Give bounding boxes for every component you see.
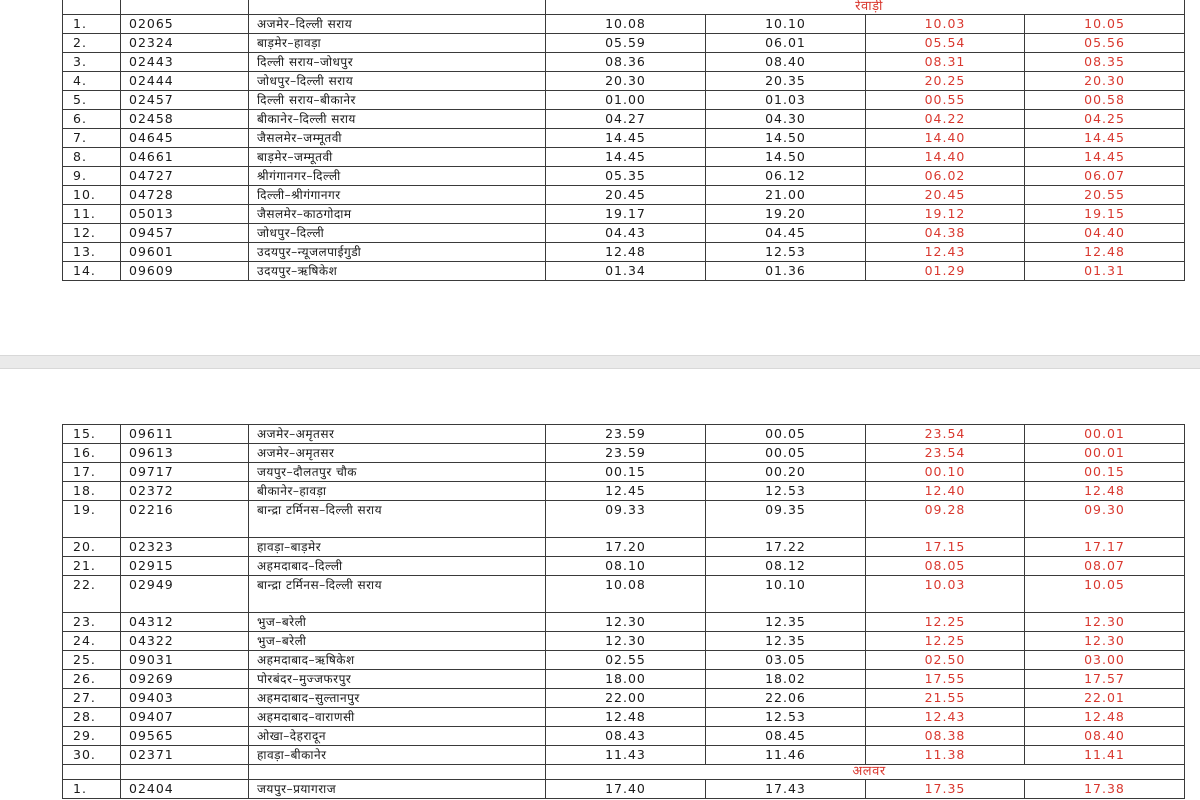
arrival-time: 14.45 xyxy=(546,148,706,167)
revised-departure-time: 03.00 xyxy=(1025,651,1185,670)
train-number: 02443 xyxy=(121,53,249,72)
route-text: उदयपुर–ऋषिकेश xyxy=(257,264,338,278)
table-row xyxy=(63,444,1185,463)
serial-number: 11. xyxy=(63,205,121,224)
route-text: जैसलमेर–काठगोदाम xyxy=(257,207,352,221)
route-text: हावड़ा–बीकानेर xyxy=(257,748,327,762)
revised-arrival-time: 12.40 xyxy=(866,482,1025,501)
revised-arrival-time: 12.25 xyxy=(866,632,1025,651)
train-number: 02949 xyxy=(121,576,249,613)
revised-departure-time: 00.01 xyxy=(1025,444,1185,463)
departure-time: 08.40 xyxy=(706,53,866,72)
serial-number: 14. xyxy=(63,262,121,281)
train-number: 09269 xyxy=(121,670,249,689)
train-route xyxy=(249,148,546,167)
departure-time: 12.53 xyxy=(706,708,866,727)
revised-departure-time: 08.07 xyxy=(1025,557,1185,576)
route-text: बान्द्रा टर्मिनस–दिल्ली सराय xyxy=(257,503,383,517)
arrival-time: 02.55 xyxy=(546,651,706,670)
revised-departure-time: 12.48 xyxy=(1025,708,1185,727)
station-heading-row xyxy=(63,765,1185,780)
table-row xyxy=(63,34,1185,53)
revised-departure-time: 22.01 xyxy=(1025,689,1185,708)
route-text: दिल्ली सराय–बीकानेर xyxy=(257,93,356,107)
serial-number: 8. xyxy=(63,148,121,167)
train-number: 04728 xyxy=(121,186,249,205)
route-text: जयपुर–दौलतपुर चौक xyxy=(257,465,358,479)
train-number: 02323 xyxy=(121,538,249,557)
table-row xyxy=(63,538,1185,557)
blank-cell xyxy=(249,765,546,780)
revised-departure-time: 10.05 xyxy=(1025,15,1185,34)
revised-arrival-time: 21.55 xyxy=(866,689,1025,708)
serial-number: 13. xyxy=(63,243,121,262)
arrival-time: 14.45 xyxy=(546,129,706,148)
route-text: भुज–बरेली xyxy=(257,634,307,648)
table-row xyxy=(63,262,1185,281)
arrival-time: 09.33 xyxy=(546,501,706,538)
revised-arrival-time: 17.15 xyxy=(866,538,1025,557)
serial-number: 1. xyxy=(63,15,121,34)
revised-arrival-time: 08.38 xyxy=(866,727,1025,746)
station-heading-row xyxy=(63,0,1185,15)
table-row xyxy=(63,224,1185,243)
page-divider xyxy=(0,355,1200,369)
revised-arrival-time: 10.03 xyxy=(866,576,1025,613)
train-number: 09611 xyxy=(121,425,249,444)
serial-number: 18. xyxy=(63,482,121,501)
train-route xyxy=(249,746,546,765)
route-text: बीकानेर–दिल्ली सराय xyxy=(257,112,356,126)
arrival-time: 10.08 xyxy=(546,576,706,613)
route-text: अजमेर–अमृतसर xyxy=(257,427,335,441)
revised-departure-time: 06.07 xyxy=(1025,167,1185,186)
departure-time: 01.36 xyxy=(706,262,866,281)
revised-arrival-time: 01.29 xyxy=(866,262,1025,281)
train-number: 04312 xyxy=(121,613,249,632)
table-row xyxy=(63,186,1185,205)
train-number: 04645 xyxy=(121,129,249,148)
revised-departure-time: 04.40 xyxy=(1025,224,1185,243)
revised-departure-time: 10.05 xyxy=(1025,576,1185,613)
arrival-time: 20.30 xyxy=(546,72,706,91)
route-text: बाड़मेर–जम्मूतवी xyxy=(257,150,333,164)
train-route xyxy=(249,34,546,53)
route-text: जैसलमेर–जम्मूतवी xyxy=(257,131,343,145)
serial-number: 10. xyxy=(63,186,121,205)
serial-number: 9. xyxy=(63,167,121,186)
revised-departure-time: 04.25 xyxy=(1025,110,1185,129)
revised-departure-time: 17.57 xyxy=(1025,670,1185,689)
arrival-time: 11.43 xyxy=(546,746,706,765)
timetable-page-bottom xyxy=(0,420,1200,800)
revised-arrival-time: 12.43 xyxy=(866,243,1025,262)
route-text: ओखा–देहरादून xyxy=(257,729,326,743)
revised-departure-time: 01.31 xyxy=(1025,262,1185,281)
table-row xyxy=(63,689,1185,708)
train-route xyxy=(249,670,546,689)
route-text: पोरबंदर–मुज्जफरपुर xyxy=(257,672,352,686)
serial-number: 19. xyxy=(63,501,121,538)
revised-arrival-time: 04.22 xyxy=(866,110,1025,129)
train-route xyxy=(249,243,546,262)
table-row xyxy=(63,780,1185,799)
revised-arrival-time: 19.12 xyxy=(866,205,1025,224)
table-row xyxy=(63,110,1185,129)
train-number: 09609 xyxy=(121,262,249,281)
timetable-table-bottom xyxy=(62,424,1185,799)
arrival-time: 01.34 xyxy=(546,262,706,281)
revised-arrival-time: 14.40 xyxy=(866,129,1025,148)
train-route xyxy=(249,780,546,799)
revised-arrival-time: 17.55 xyxy=(866,670,1025,689)
blank-cell xyxy=(63,0,121,15)
train-number: 09031 xyxy=(121,651,249,670)
revised-arrival-time: 11.38 xyxy=(866,746,1025,765)
revised-departure-time: 08.35 xyxy=(1025,53,1185,72)
arrival-time: 18.00 xyxy=(546,670,706,689)
table-row xyxy=(63,148,1185,167)
serial-number: 23. xyxy=(63,613,121,632)
train-route xyxy=(249,501,546,538)
serial-number: 12. xyxy=(63,224,121,243)
train-route xyxy=(249,129,546,148)
serial-number: 24. xyxy=(63,632,121,651)
train-route xyxy=(249,482,546,501)
arrival-time: 08.36 xyxy=(546,53,706,72)
arrival-time: 19.17 xyxy=(546,205,706,224)
serial-number: 1. xyxy=(63,780,121,799)
serial-number: 4. xyxy=(63,72,121,91)
departure-time: 12.35 xyxy=(706,632,866,651)
arrival-time: 01.00 xyxy=(546,91,706,110)
departure-time: 14.50 xyxy=(706,129,866,148)
train-route xyxy=(249,224,546,243)
departure-time: 00.05 xyxy=(706,425,866,444)
revised-arrival-time: 10.03 xyxy=(866,15,1025,34)
table-row xyxy=(63,482,1185,501)
serial-number: 25. xyxy=(63,651,121,670)
departure-time: 21.00 xyxy=(706,186,866,205)
revised-arrival-time: 12.25 xyxy=(866,613,1025,632)
train-route xyxy=(249,91,546,110)
arrival-time: 08.10 xyxy=(546,557,706,576)
table-row xyxy=(63,425,1185,444)
revised-departure-time: 12.48 xyxy=(1025,243,1185,262)
arrival-time: 04.43 xyxy=(546,224,706,243)
station-heading: रेवाड़ी xyxy=(546,0,1185,15)
train-number: 04727 xyxy=(121,167,249,186)
serial-number: 2. xyxy=(63,34,121,53)
train-number: 09457 xyxy=(121,224,249,243)
arrival-time: 17.40 xyxy=(546,780,706,799)
revised-arrival-time: 23.54 xyxy=(866,425,1025,444)
train-route xyxy=(249,110,546,129)
train-number: 02372 xyxy=(121,482,249,501)
train-number: 02404 xyxy=(121,780,249,799)
table-row xyxy=(63,727,1185,746)
departure-time: 09.35 xyxy=(706,501,866,538)
revised-departure-time: 08.40 xyxy=(1025,727,1185,746)
table-row xyxy=(63,501,1185,538)
arrival-time: 20.45 xyxy=(546,186,706,205)
route-text: अहमदाबाद–दिल्ली xyxy=(257,559,343,573)
train-route xyxy=(249,205,546,224)
revised-departure-time: 14.45 xyxy=(1025,148,1185,167)
train-number: 02457 xyxy=(121,91,249,110)
train-route xyxy=(249,727,546,746)
revised-departure-time: 17.17 xyxy=(1025,538,1185,557)
train-number: 02216 xyxy=(121,501,249,538)
train-route xyxy=(249,576,546,613)
departure-time: 06.12 xyxy=(706,167,866,186)
table-row xyxy=(63,53,1185,72)
train-route xyxy=(249,689,546,708)
revised-arrival-time: 12.43 xyxy=(866,708,1025,727)
table-row xyxy=(63,463,1185,482)
arrival-time: 12.30 xyxy=(546,613,706,632)
serial-number: 21. xyxy=(63,557,121,576)
arrival-time: 04.27 xyxy=(546,110,706,129)
arrival-time: 12.48 xyxy=(546,243,706,262)
train-number: 02324 xyxy=(121,34,249,53)
route-text: दिल्ली सराय–जोधपुर xyxy=(257,55,354,69)
revised-departure-time: 20.55 xyxy=(1025,186,1185,205)
revised-departure-time: 00.15 xyxy=(1025,463,1185,482)
departure-time: 12.53 xyxy=(706,482,866,501)
train-number: 09403 xyxy=(121,689,249,708)
arrival-time: 10.08 xyxy=(546,15,706,34)
revised-departure-time: 11.41 xyxy=(1025,746,1185,765)
train-route xyxy=(249,425,546,444)
timetable-table-top xyxy=(62,0,1185,281)
serial-number: 27. xyxy=(63,689,121,708)
revised-arrival-time: 08.05 xyxy=(866,557,1025,576)
train-number: 09601 xyxy=(121,243,249,262)
departure-time: 18.02 xyxy=(706,670,866,689)
route-text: जयपुर–प्रयागराज xyxy=(257,782,337,796)
arrival-time: 12.48 xyxy=(546,708,706,727)
train-number: 02371 xyxy=(121,746,249,765)
serial-number: 26. xyxy=(63,670,121,689)
arrival-time: 23.59 xyxy=(546,425,706,444)
departure-time: 06.01 xyxy=(706,34,866,53)
train-route xyxy=(249,186,546,205)
blank-cell xyxy=(63,765,121,780)
departure-time: 08.45 xyxy=(706,727,866,746)
departure-time: 14.50 xyxy=(706,148,866,167)
train-route xyxy=(249,463,546,482)
arrival-time: 22.00 xyxy=(546,689,706,708)
revised-departure-time: 00.01 xyxy=(1025,425,1185,444)
route-text: दिल्ली–श्रीगंगानगर xyxy=(257,188,341,202)
arrival-time: 12.45 xyxy=(546,482,706,501)
serial-number: 15. xyxy=(63,425,121,444)
table-row xyxy=(63,91,1185,110)
train-number: 04661 xyxy=(121,148,249,167)
departure-time: 00.05 xyxy=(706,444,866,463)
table-row xyxy=(63,15,1185,34)
revised-arrival-time: 14.40 xyxy=(866,148,1025,167)
revised-departure-time: 20.30 xyxy=(1025,72,1185,91)
table-row xyxy=(63,651,1185,670)
table-row xyxy=(63,613,1185,632)
blank-cell xyxy=(121,0,249,15)
departure-time: 19.20 xyxy=(706,205,866,224)
departure-time: 17.22 xyxy=(706,538,866,557)
serial-number: 28. xyxy=(63,708,121,727)
table-row xyxy=(63,708,1185,727)
departure-time: 12.53 xyxy=(706,243,866,262)
train-route xyxy=(249,72,546,91)
train-route xyxy=(249,651,546,670)
revised-departure-time: 00.58 xyxy=(1025,91,1185,110)
train-route xyxy=(249,167,546,186)
departure-time: 17.43 xyxy=(706,780,866,799)
arrival-time: 00.15 xyxy=(546,463,706,482)
arrival-time: 05.59 xyxy=(546,34,706,53)
train-number: 02915 xyxy=(121,557,249,576)
route-text: अजमेर–दिल्ली सराय xyxy=(257,17,353,31)
table-row xyxy=(63,205,1185,224)
train-number: 02458 xyxy=(121,110,249,129)
train-route xyxy=(249,557,546,576)
revised-arrival-time: 00.55 xyxy=(866,91,1025,110)
departure-time: 22.06 xyxy=(706,689,866,708)
table-row xyxy=(63,243,1185,262)
revised-departure-time: 12.30 xyxy=(1025,632,1185,651)
train-number: 04322 xyxy=(121,632,249,651)
departure-time: 10.10 xyxy=(706,576,866,613)
arrival-time: 08.43 xyxy=(546,727,706,746)
route-text: भुज–बरेली xyxy=(257,615,307,629)
route-text: उदयपुर–न्यूजलपाईगुडी xyxy=(257,245,362,259)
route-text: बान्द्रा टर्मिनस–दिल्ली सराय xyxy=(257,578,383,592)
route-text: अहमदाबाद–वाराणसी xyxy=(257,710,355,724)
departure-time: 12.35 xyxy=(706,613,866,632)
arrival-time: 17.20 xyxy=(546,538,706,557)
revised-departure-time: 19.15 xyxy=(1025,205,1185,224)
blank-cell xyxy=(121,765,249,780)
departure-time: 04.30 xyxy=(706,110,866,129)
timetable-page-top xyxy=(0,0,1200,285)
revised-arrival-time: 06.02 xyxy=(866,167,1025,186)
route-text: अहमदाबाद–ऋषिकेश xyxy=(257,653,355,667)
table-row xyxy=(63,129,1185,148)
revised-arrival-time: 05.54 xyxy=(866,34,1025,53)
train-number: 09613 xyxy=(121,444,249,463)
revised-departure-time: 05.56 xyxy=(1025,34,1185,53)
table-row xyxy=(63,557,1185,576)
revised-departure-time: 14.45 xyxy=(1025,129,1185,148)
revised-departure-time: 09.30 xyxy=(1025,501,1185,538)
revised-arrival-time: 20.45 xyxy=(866,186,1025,205)
departure-time: 20.35 xyxy=(706,72,866,91)
revised-arrival-time: 02.50 xyxy=(866,651,1025,670)
revised-arrival-time: 17.35 xyxy=(866,780,1025,799)
serial-number: 3. xyxy=(63,53,121,72)
departure-time: 03.05 xyxy=(706,651,866,670)
station-heading: अलवर xyxy=(546,765,1185,780)
departure-time: 11.46 xyxy=(706,746,866,765)
blank-cell xyxy=(249,0,546,15)
route-text: अहमदाबाद–सुल्तानपुर xyxy=(257,691,360,705)
revised-arrival-time: 20.25 xyxy=(866,72,1025,91)
train-route xyxy=(249,613,546,632)
train-route xyxy=(249,708,546,727)
serial-number: 16. xyxy=(63,444,121,463)
serial-number: 7. xyxy=(63,129,121,148)
arrival-time: 12.30 xyxy=(546,632,706,651)
route-text: जोधपुर–दिल्ली सराय xyxy=(257,74,354,88)
table-row xyxy=(63,670,1185,689)
arrival-time: 23.59 xyxy=(546,444,706,463)
table-row xyxy=(63,72,1185,91)
departure-time: 01.03 xyxy=(706,91,866,110)
train-number: 02444 xyxy=(121,72,249,91)
revised-arrival-time: 00.10 xyxy=(866,463,1025,482)
table-row xyxy=(63,746,1185,765)
serial-number: 17. xyxy=(63,463,121,482)
table-row xyxy=(63,632,1185,651)
departure-time: 04.45 xyxy=(706,224,866,243)
revised-departure-time: 12.48 xyxy=(1025,482,1185,501)
serial-number: 20. xyxy=(63,538,121,557)
train-route xyxy=(249,53,546,72)
serial-number: 5. xyxy=(63,91,121,110)
train-route xyxy=(249,262,546,281)
departure-time: 10.10 xyxy=(706,15,866,34)
route-text: अजमेर–अमृतसर xyxy=(257,446,335,460)
serial-number: 29. xyxy=(63,727,121,746)
route-text: बीकानेर–हावड़ा xyxy=(257,484,327,498)
train-number: 05013 xyxy=(121,205,249,224)
train-number: 09717 xyxy=(121,463,249,482)
train-route xyxy=(249,632,546,651)
train-number: 02065 xyxy=(121,15,249,34)
serial-number: 30. xyxy=(63,746,121,765)
train-route xyxy=(249,15,546,34)
serial-number: 6. xyxy=(63,110,121,129)
serial-number: 22. xyxy=(63,576,121,613)
table-row xyxy=(63,167,1185,186)
route-text: बाड़मेर–हावड़ा xyxy=(257,36,322,50)
revised-arrival-time: 09.28 xyxy=(866,501,1025,538)
revised-arrival-time: 08.31 xyxy=(866,53,1025,72)
departure-time: 08.12 xyxy=(706,557,866,576)
train-route xyxy=(249,444,546,463)
train-route xyxy=(249,538,546,557)
revised-arrival-time: 23.54 xyxy=(866,444,1025,463)
departure-time: 00.20 xyxy=(706,463,866,482)
table-row xyxy=(63,576,1185,613)
route-text: जोधपुर–दिल्ली xyxy=(257,226,325,240)
revised-arrival-time: 04.38 xyxy=(866,224,1025,243)
route-text: हावड़ा–बाड़मेर xyxy=(257,540,322,554)
revised-departure-time: 12.30 xyxy=(1025,613,1185,632)
arrival-time: 05.35 xyxy=(546,167,706,186)
train-number: 09565 xyxy=(121,727,249,746)
train-number: 09407 xyxy=(121,708,249,727)
revised-departure-time: 17.38 xyxy=(1025,780,1185,799)
route-text: श्रीगंगानगर–दिल्ली xyxy=(257,169,341,183)
